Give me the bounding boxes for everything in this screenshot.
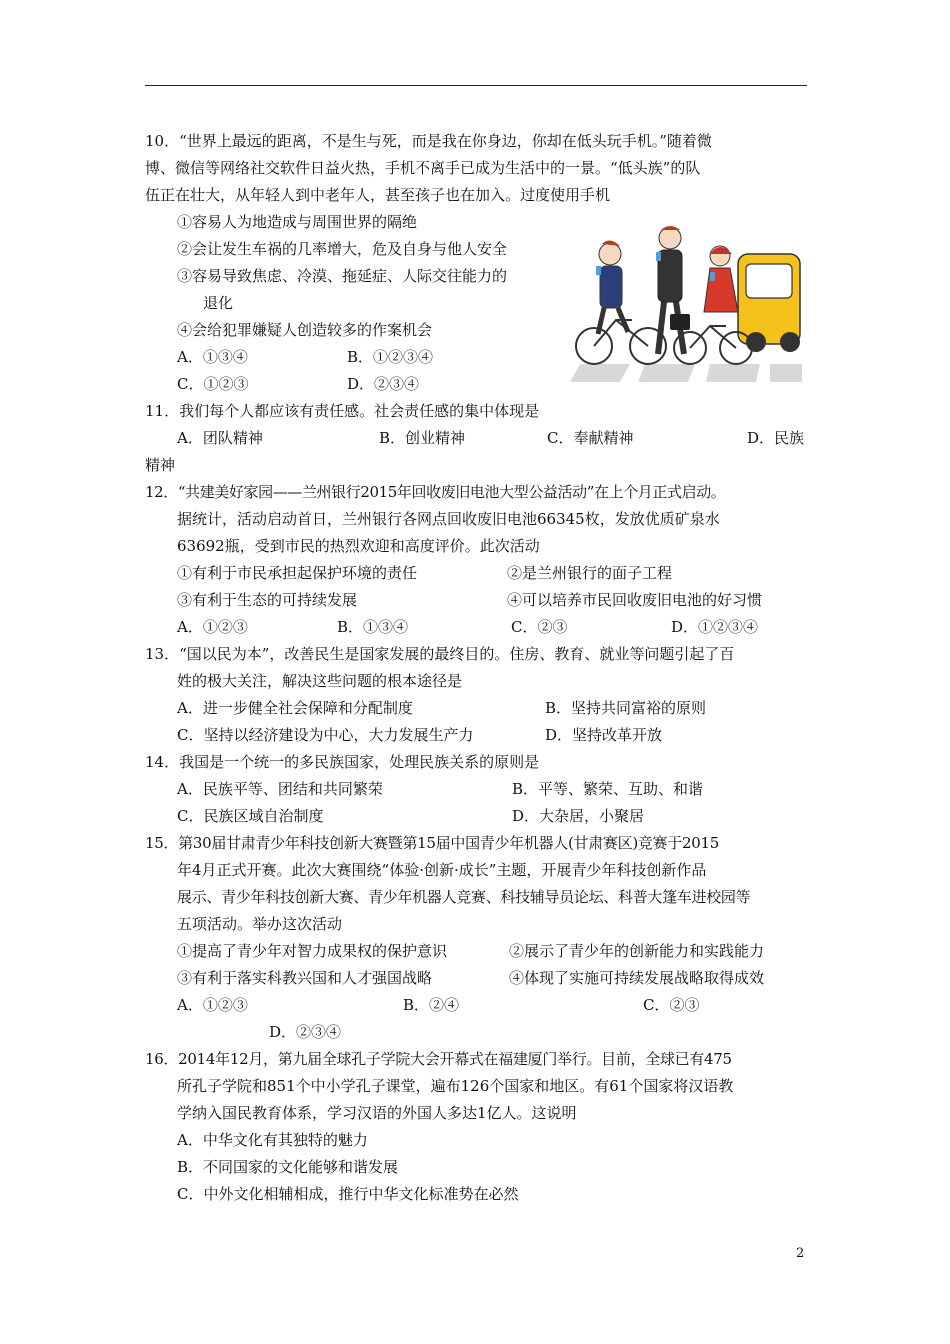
q10-item-2: ②会让发生车祸的几率增大，危及自身与他人安全 [177,240,508,258]
q15-line-3: 展示、青少年科技创新大赛、青少年机器人竞赛、科技辅导员论坛、科普大篷车进校园等 [177,888,751,906]
q13-line-1: 13．“国以民为本”，改善民生是国家发展的最终目的。住房、教育、就业等问题引起了百 [145,645,735,663]
q10-options-row-1 [145,344,810,371]
q10-item-3: ③容易导致焦虑、冷漠、拖延症、人际交往能力的 [177,267,508,285]
q15-option-b: B．②④ [403,996,460,1014]
q11-option-a: A．团队精神 [177,429,263,447]
question-10 [145,128,810,398]
q10-line-3: 伍正在壮大，从年轻人到中老年人，甚至孩子也在加入。过度使用手机 [145,186,611,204]
q13-option-d: D．坚持改革开放 [545,726,663,744]
q11-option-b: B．创业精神 [379,429,466,447]
q15-option-d: D．②③④ [269,1023,342,1041]
question-12 [145,479,810,641]
q14-option-d: D．大杂居，小聚居 [512,807,645,825]
q13-option-c: C．坚持以经济建设为中心，大力发展生产力 [177,726,474,744]
q15-items-row-1 [145,938,810,965]
q12-line-2: 据统计，活动启动首日，兰州银行各网点回收废旧电池66345枚，发放优质矿泉水 [177,510,720,528]
question-13 [145,641,810,749]
q15-item-1: ①提高了青少年对智力成果权的保护意识 [177,942,448,960]
header-rule [145,85,807,86]
q16-line-3: 学纳入国民教育体系，学习汉语的外国人多达1亿人。这说明 [177,1104,577,1122]
question-16 [145,1046,810,1208]
q16-line-1: 16．2014年12月，第九届全球孔子学院大会开幕式在福建厦门举行。目前，全球已有475 [145,1050,732,1068]
q14-options-row-2 [145,803,810,830]
page-number: 2 [796,1246,805,1261]
q15-item-4: ④体现了实施可持续发展战略取得成效 [509,969,765,987]
q10-item-3-wrap: 退化 [203,294,234,312]
q15-option-c: C．②③ [643,996,700,1014]
q16-line-2: 所孔子学院和851个中小学孔子课堂，遍布126个国家和地区。有61个国家将汉语教 [177,1077,734,1095]
q11-option-d-wrap: 精神 [145,456,176,474]
q10-option-c: C．①②③ [177,375,249,393]
q15-line-4: 五项活动。举办这次活动 [177,915,343,933]
q13-options-row-1 [145,695,810,722]
q11-option-d: D．民族 [747,429,805,447]
q10-option-b: B．①②③④ [347,348,434,366]
q16-option-a: A．中华文化有其独特的魅力 [177,1131,368,1149]
q12-option-a: A．①②③ [177,618,248,636]
question-15 [145,830,810,1046]
q12-items-row-2 [145,587,810,614]
q11-options-row [145,425,810,452]
question-11 [145,398,810,479]
q15-options-row [145,992,810,1019]
q16-option-b: B．不同国家的文化能够和谐发展 [177,1158,399,1176]
q15-items-row-2 [145,965,810,992]
q12-option-d: D．①②③④ [671,618,759,636]
q10-item-1: ①容易人为地造成与周围世界的隔绝 [177,213,418,231]
q15-line-1: 15．第30届甘肃青少年科技创新大赛暨第15届中国青少年机器人(甘肃赛区)竞赛于2015 [145,834,719,852]
q14-line: 14．我国是一个统一的多民族国家，处理民族关系的原则是 [145,753,540,771]
q10-line-2: 博、微信等网络社交软件日益火热，手机不离手已成为生活中的一景。“低头族”的队 [145,159,701,177]
q12-item-1: ①有利于市民承担起保护环境的责任 [177,564,418,582]
exam-content [145,128,810,1208]
q14-option-b: B．平等、繁荣、互助、和谐 [512,780,704,798]
q13-option-b: B．坚持共同富裕的原则 [545,699,707,717]
q10-item-4: ④会给犯罪嫌疑人创造较多的作案机会 [177,321,433,339]
q12-options-row [145,614,810,641]
q10-line-1: 10．“世界上最远的距离，不是生与死，而是我在你身边，你却在低头玩手机。”随着微 [145,132,712,150]
q12-item-3: ③有利于生态的可持续发展 [177,591,358,609]
q11-line: 11．我们每个人都应该有责任感。社会责任感的集中体现是 [145,402,540,420]
q12-items-row-1 [145,560,810,587]
q13-options-row-2 [145,722,810,749]
q16-option-c: C．中外文化相辅相成，推行中华文化标准势在必然 [177,1185,519,1203]
q12-item-2: ②是兰州银行的面子工程 [507,564,673,582]
q12-item-4: ④可以培养市民回收废旧电池的好习惯 [507,591,763,609]
q12-line-1: 12．“共建美好家园——兰州银行2015年回收废旧电池大型公益活动”在上个月正式启动。 [145,483,726,501]
q15-line-2: 年4月正式开赛。此次大赛围绕“体验·创新·成长”主题，开展青少年科技创新作品 [177,861,707,879]
q14-option-c: C．民族区域自治制度 [177,807,324,825]
q15-item-2: ②展示了青少年的创新能力和实践能力 [509,942,765,960]
question-14 [145,749,810,830]
q10-option-d: D．②③④ [347,375,420,393]
q12-line-3: 63692瓶，受到市民的热烈欢迎和高度评价。此次活动 [177,537,540,555]
q15-item-3: ③有利于落实科教兴国和人才强国战略 [177,969,433,987]
q10-option-a: A．①③④ [177,348,248,366]
q14-option-a: A．民族平等、团结和共同繁荣 [177,780,383,798]
q13-option-a: A．进一步健全社会保障和分配制度 [177,699,413,717]
q13-line-2: 姓的极大关注，解决这些问题的根本途径是 [177,672,463,690]
q14-options-row-1 [145,776,810,803]
q12-option-c: C．②③ [511,618,568,636]
q12-option-b: B．①③④ [337,618,409,636]
q15-option-a: A．①②③ [177,996,248,1014]
q11-option-c: C．奉献精神 [547,429,634,447]
q10-options-row-2 [145,371,810,398]
